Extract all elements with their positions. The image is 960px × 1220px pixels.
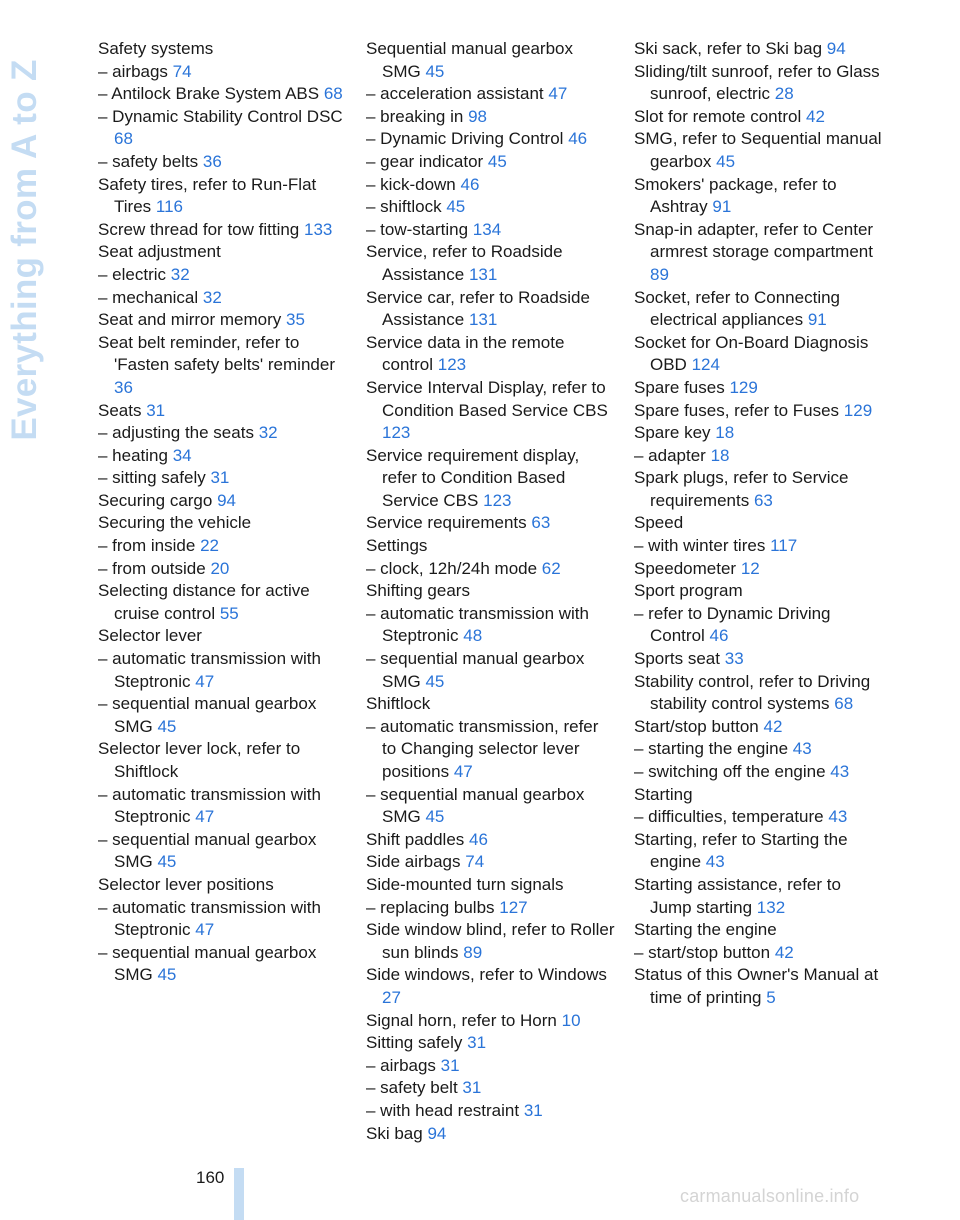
index-entry [98,897,348,942]
page-link[interactable]: 35 [286,310,305,330]
index-entry [366,287,616,332]
entry-term: – sequential manual gearbox SMG [98,942,317,985]
index-entry [634,61,882,106]
entry-term: Ski sack, refer to Ski bag [634,39,823,58]
index-entry [634,512,882,535]
entry-term: – tow-starting [366,219,469,239]
index-entry [634,38,882,61]
page-link[interactable]: 31 [523,1100,543,1120]
entry-term: Seat and mirror memory [98,310,282,330]
page-link[interactable]: 46 [460,174,480,194]
index-entry [98,784,348,829]
index-entry [366,512,616,535]
entry-term: Side-mounted turn signals [366,874,564,894]
index-entry [366,1032,616,1055]
entry-term: Spare fuses [634,377,725,397]
entry-term: Signal horn, refer to Horn [366,1010,557,1030]
entry-term: Side airbags [366,852,461,872]
index-entry [366,196,616,219]
index-entry [634,106,882,129]
index-entry [366,174,616,197]
index-entry [98,580,348,625]
index-entry [366,445,616,513]
entry-term: – sitting safely [98,468,206,488]
index-entry [366,1010,616,1033]
entry-term: Safety tires, refer to Run-Flat Tires [98,174,317,217]
page-link[interactable]: 91 [807,310,827,330]
page-link[interactable]: 34 [172,445,192,465]
index-entry [98,61,348,84]
page-link[interactable]: 123 [483,490,512,510]
page-link[interactable]: 131 [468,264,498,284]
page-link[interactable]: 63 [531,513,551,533]
index-entry [366,648,616,693]
index-entry [366,1055,616,1078]
page-link[interactable]: 74 [172,61,192,81]
index-column-3 [634,38,882,1010]
page-link[interactable]: 55 [219,603,239,623]
entry-term: Selector lever [98,626,202,646]
entry-term: Socket for On-Board Diagnosis OBD [634,332,869,375]
page-link[interactable]: 89 [650,264,669,284]
index-entry [634,784,882,807]
page-link[interactable]: 31 [146,400,166,420]
entry-term: – difficulties, temperature [634,807,824,827]
entry-term: Speed [634,513,684,533]
entry-term: – safety belt [366,1078,458,1098]
index-entry [366,851,616,874]
index-entry [98,400,348,423]
entry-term: – automatic transmission, refer to Changing selector lever positions [366,716,599,781]
page-link[interactable]: 18 [715,423,735,443]
entry-term: Settings [366,536,428,556]
entry-term: Starting assistance, refer to Jump starting [634,874,841,917]
index-entry [634,128,882,173]
page-link[interactable]: 45 [157,852,177,872]
entry-term: Safety systems [98,39,214,58]
entry-term: SMG, refer to Sequential manual gearbox [634,129,882,171]
page-link[interactable]: 68 [323,84,343,104]
index-entry [98,422,348,445]
page-link[interactable]: 31 [462,1078,482,1098]
entry-term: Spare fuses, refer to Fuses [634,400,840,420]
page-number: 160 [196,1168,225,1187]
page-link[interactable]: 127 [499,897,528,917]
index-entry [634,716,882,739]
index-entry [98,241,348,264]
index-entry [98,445,348,468]
page-number-bar [234,1168,244,1220]
index-entry [634,919,882,942]
page-link[interactable]: 45 [157,965,177,985]
entry-term: Securing cargo [98,490,213,510]
entry-term: – with winter tires [634,536,766,556]
index-entry [98,535,348,558]
page-link[interactable]: 43 [705,852,725,872]
index-entry [366,151,616,174]
entry-term: Spark plugs, refer to Service requirements [634,468,849,510]
entry-term: Starting the engine [634,920,777,940]
index-entry [634,806,882,829]
index-entry [634,219,882,287]
page-link[interactable]: 31 [467,1033,487,1053]
entry-term: – switching off the engine [634,762,826,781]
index-entry [634,467,882,512]
page-link[interactable]: 45 [446,197,466,217]
index-entry [366,716,616,784]
page-link[interactable]: 94 [217,490,236,510]
index-entry [366,1077,616,1100]
entry-term: Securing the vehicle [98,513,252,533]
page-link[interactable]: 31 [210,468,230,488]
index-entry [98,512,348,535]
entry-term: Service requirement display, refer to Condition Based Service CBS [366,445,580,510]
page-link[interactable]: 32 [170,264,190,284]
index-entry [98,558,348,581]
index-entry [634,558,882,581]
page-link[interactable]: 28 [774,84,794,104]
index-entry [634,535,882,558]
index-entry [98,332,348,400]
entry-term: Snap-in adapter, refer to Center armrest storage compartment [634,219,874,262]
entry-term: Slot for remote control [634,106,802,126]
index-entry [366,784,616,829]
entry-term: Selector lever lock, refer to Shiftlock [98,739,301,781]
page-link[interactable]: 48 [463,626,483,646]
index-entry [98,942,348,987]
entry-term: – automatic transmission with Steptronic [366,603,589,646]
page-link[interactable]: 94 [826,39,846,58]
page-link[interactable]: 62 [541,558,561,578]
page-link[interactable]: 43 [828,807,848,827]
entry-term: Speedometer [634,558,737,578]
entry-term: Sports seat [634,649,720,669]
index-entry [366,128,616,151]
index-entry [98,625,348,648]
index-entry [366,1123,616,1146]
page-link[interactable]: 133 [304,219,333,239]
index-entry [98,874,348,897]
index-column-1 [98,38,348,987]
entry-term: Stability control, refer to Driving stability control systems [634,671,871,714]
index-entry [98,490,348,513]
index-entry [98,83,348,106]
page-link[interactable]: 129 [843,400,873,420]
entry-term: – clock, 12h/24h mode [366,558,538,578]
entry-term: – heating [98,445,168,465]
entry-term: – replacing bulbs [366,897,495,917]
entry-term: – Dynamic Stability Control DSC [98,106,343,126]
entry-term: Shift paddles [366,829,465,849]
page-link[interactable]: 117 [770,536,798,556]
entry-term: – sequential manual gearbox SMG [98,694,317,736]
page-link[interactable]: 45 [425,671,445,691]
page-link[interactable]: 33 [724,649,744,669]
entry-term: – automatic transmission with Steptronic [98,649,321,691]
index-entry [634,874,882,919]
index-entry [366,332,616,377]
page-link[interactable]: 91 [712,197,732,217]
entry-term: Selector lever positions [98,874,274,894]
entry-term: Sliding/tilt sunroof, refer to Glass sunroof, electric [634,61,880,104]
entry-term: – with head restraint [366,1100,520,1120]
index-entry [634,603,882,648]
entry-term: – sequential manual gearbox SMG [366,649,585,691]
index-entry [634,829,882,874]
entry-term: – adapter [634,445,706,465]
index-entry [634,671,882,716]
entry-term: Side window blind, refer to Roller sun blinds [366,920,615,962]
index-entry [366,580,616,603]
index-entry [634,738,882,761]
section-title-vertical [0,40,50,460]
page-link[interactable]: 12 [740,558,760,578]
entry-term: – sequential manual gearbox SMG [366,784,585,827]
page-link[interactable]: 36 [114,377,133,397]
entry-term: Seat belt reminder, refer to 'Fasten safety belts' reminder [98,332,335,375]
entry-term: Smokers' package, refer to Ashtray [634,174,837,217]
entry-term: – shiftlock [366,197,442,217]
page-link[interactable]: 5 [766,987,776,1007]
index-entry [634,377,882,400]
page-link[interactable]: 129 [729,377,758,397]
page-link[interactable]: 45 [157,716,177,736]
index-entry [98,309,348,332]
page-link[interactable]: 47 [453,762,473,781]
page-link[interactable]: 42 [774,942,794,962]
index-entry [366,83,616,106]
page-link[interactable]: 47 [195,920,215,940]
index-entry [366,106,616,129]
entry-term: Sitting safely [366,1033,463,1053]
index-entry [634,964,882,1009]
page-link[interactable]: 94 [427,1123,447,1143]
entry-term: Starting, refer to Starting the engine [634,829,848,872]
page-link[interactable]: 116 [155,197,183,217]
page-link[interactable]: 46 [469,829,488,849]
entry-term: – sequential manual gearbox SMG [98,829,317,872]
index-entry [634,287,882,332]
entry-term: Screw thread for tow fitting [98,219,300,239]
entry-term: Ski bag [366,1123,423,1143]
entry-term: – airbags [98,61,168,81]
page-link[interactable]: 32 [258,423,278,443]
page-link[interactable]: 10 [561,1010,581,1030]
page-link[interactable]: 98 [468,106,487,126]
index-entry [366,38,616,83]
index-entry [634,422,882,445]
entry-term: – Antilock Brake System ABS [98,84,320,104]
page-link[interactable]: 46 [709,626,729,646]
entry-term: – refer to Dynamic Driving Control [634,603,831,646]
entry-term: – automatic transmission with Steptronic [98,897,321,940]
page-link[interactable]: 132 [756,897,786,917]
index-entry [366,829,616,852]
entry-term: – adjusting the seats [98,423,254,443]
index-entry [366,693,616,716]
page-link[interactable]: 47 [195,671,215,691]
page-link[interactable]: 46 [568,129,588,149]
index-entry [98,467,348,490]
page-link[interactable]: 45 [487,151,507,171]
index-entry [366,241,616,286]
page-link[interactable]: 27 [382,987,401,1007]
index-entry [98,151,348,174]
entry-term: – safety belts [98,151,199,171]
index-entry [98,648,348,693]
entry-term: Starting [634,784,693,804]
index-entry [366,535,616,558]
entry-term: – from inside [98,536,196,556]
entry-term: Sport program [634,581,743,601]
index-entry [98,693,348,738]
index-entry [98,174,348,219]
index-entry [98,829,348,874]
index-entry [366,874,616,897]
entry-term: Service car, refer to Roadside Assistance [366,287,590,330]
page-link[interactable]: 89 [463,942,483,962]
index-entry [634,445,882,468]
index-column-2 [366,38,616,1145]
entry-term: – automatic transmission with Steptronic [98,784,321,827]
entry-term: – acceleration assistant [366,84,544,104]
entry-term: – from outside [98,558,206,578]
entry-term: Spare key [634,423,711,443]
page-link[interactable]: 45 [425,807,445,827]
entry-term: – breaking in [366,106,464,126]
entry-term: Status of this Owner's Manual at time of printing [634,965,879,1007]
page-link[interactable]: 74 [465,852,485,872]
entry-term: Start/stop button [634,716,759,736]
page-link[interactable]: 45 [425,61,445,81]
index-entry [366,1100,616,1123]
index-entry [634,580,882,603]
entry-term: – gear indicator [366,151,484,171]
index-entry [98,38,348,61]
entry-term: Service, refer to Roadside Assistance [366,242,563,284]
page-link[interactable]: 45 [716,151,736,171]
entry-term: Service data in the remote control [366,332,565,375]
entry-term: – mechanical [98,287,199,307]
entry-term: – kick-down [366,174,456,194]
section-title-text: Everything from A to Z [5,59,44,441]
index-entry [98,287,348,310]
entry-term: Sequential manual gearbox SMG [366,39,573,81]
entry-term: Service requirements [366,513,527,533]
index-entry [366,964,616,1009]
entry-term: Socket, refer to Connecting electrical appliances [634,287,841,330]
entry-term: – Dynamic Driving Control [366,129,564,149]
page-link[interactable]: 22 [200,536,219,556]
index-entry [634,332,882,377]
entry-term: – starting the engine [634,739,789,759]
index-entry [634,942,882,965]
page-link[interactable]: 43 [830,762,850,781]
index-entry [98,264,348,287]
index-entry [634,761,882,784]
page-link[interactable]: 68 [114,129,133,149]
index-entry [366,377,616,445]
index-entry [366,919,616,964]
index-entry [98,219,348,242]
entry-term: Seat adjustment [98,242,221,262]
entry-term: – start/stop button [634,942,771,962]
page-link[interactable]: 42 [805,106,825,126]
index-entry [634,174,882,219]
page-link[interactable]: 42 [763,716,783,736]
entry-term: Side windows, refer to Windows [366,965,607,985]
index-entry [366,558,616,581]
entry-term: Seats [98,400,142,420]
entry-term: – airbags [366,1055,436,1075]
index-entry [98,106,348,151]
entry-term: Selecting distance for active cruise control [98,581,310,623]
page-link[interactable]: 43 [792,739,812,759]
page-link[interactable]: 63 [753,490,773,510]
page-link[interactable]: 68 [834,694,854,714]
page-link[interactable]: 18 [710,445,730,465]
index-entry [366,897,616,920]
index-entry [634,648,882,671]
page-link[interactable]: 47 [548,84,568,104]
entry-term: Shifting gears [366,581,470,601]
page-link[interactable]: 31 [440,1055,460,1075]
page-link[interactable]: 123 [382,423,411,443]
page-link[interactable]: 36 [202,151,222,171]
entry-term: – electric [98,264,167,284]
index-entry [366,603,616,648]
page-link[interactable]: 20 [210,558,230,578]
entry-term: Shiftlock [366,694,431,714]
index-entry [634,400,882,423]
watermark: carmanualsonline.info [680,1186,860,1206]
page-link[interactable]: 32 [202,287,222,307]
page-link[interactable]: 47 [195,807,215,827]
page-link[interactable]: 123 [437,355,467,375]
page-link[interactable]: 124 [691,355,720,375]
index-entry [366,219,616,242]
entry-term: Service Interval Display, refer to Condition Based Service CBS [366,377,608,420]
page-link[interactable]: 134 [472,219,502,239]
index-entry [98,738,348,783]
page-link[interactable]: 131 [468,310,498,330]
